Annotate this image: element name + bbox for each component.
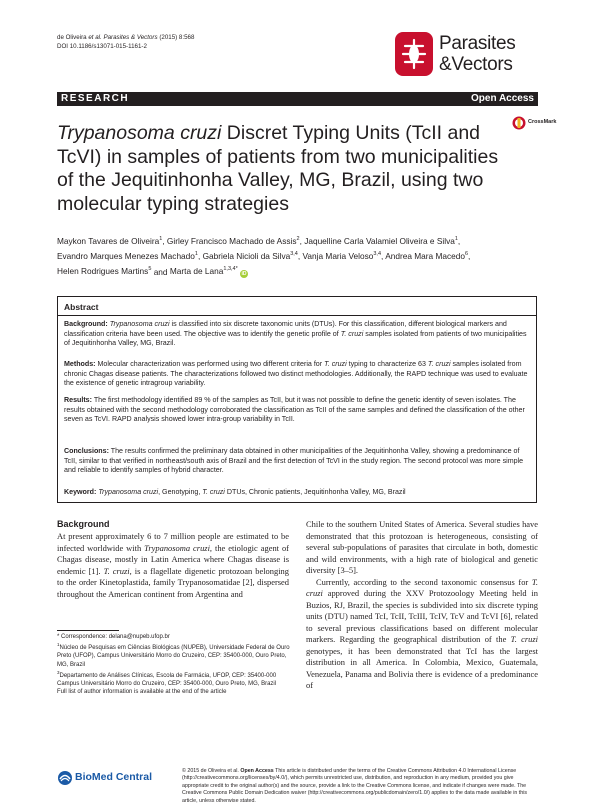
affiliation-note: $^1$Núcleo de Pesquisas em Ciências Biológicas (NUPEB), Universidade Federal de Ouro Preto (UFOP), Campus Universitário Morro do Cruzeiro, CEP: 35400-000, Ouro Preto, MG, Brazil (57, 642, 290, 668)
background-left-column (57, 531, 289, 600)
abstract-background: Background: Trypanosoma cruzi is classified into six discrete taxonomic units (DTUs). For this classification, different biological markers and classification criteria have been used. The objective was to identify the genetic profile of T. cruzi samples isolated from patients of two municipalities of Jequitinhonha Valley, MG, Brazil. (64, 320, 527, 348)
author[interactable]: Jaquelline Carla Valamiel Oliveira e Silva$^1$ (304, 235, 458, 246)
body-paragraph: Chile to the southern United States of America. Several studies have demonstrated that this protozoan is heterogeneous, consisting of several sub-populations of parasites that circulate in both, domestic and wild environments, with a high rate of biological and genetic diversity [3–5]. (306, 519, 538, 575)
article-type-banner (57, 92, 538, 106)
abstract-keywords: Keyword: Trypanosoma cruzi, Genotyping, T. cruzi DTUs, Chronic patients, Jequitinhonha Valley, MG, Brazil (64, 488, 406, 496)
author[interactable]: Maykon Tavares de Oliveira$^1$ (57, 235, 163, 246)
crossmark-badge[interactable] (512, 113, 562, 137)
background-right-column (306, 519, 538, 692)
body-paragraph: At present approximately 6 to 7 million people are estimated to be infected worldwide with Trypanosoma cruzi, the etiologic agent of Chagas disease, mostly in Latin America where Chagas disease is endemic [1]. T. cruzi, is a flagellate digenetic protozoan belonging to the order Kinetoplastida, family Trypanosomatidae [2], dispersed throughout the American continent from Argentina and (57, 531, 289, 599)
abstract-results: Results: The first methodology identified 89 % of the samples as TcII, but it was not possible to define the genetic identity of seven isolates. The results obtained with the second methodology corroborated the classification as TcII of the same samples and defined the classification of the other seven as TcVI. RAPD analysis showed lower intra-group variability in TcII. (64, 396, 525, 424)
footnotes (57, 633, 290, 696)
footnote-divider (57, 630, 119, 631)
crossmark-label: CrossMark (528, 119, 557, 125)
section-label: RESEARCH (61, 93, 130, 104)
background-heading: Background (57, 519, 110, 529)
correspondence-note[interactable]: * Correspondence: delana@nupeb.ufop.br (57, 634, 170, 640)
license-text: © 2015 de Oliveira et al. Open Access This article is distributed under the terms of the Creative Commons Attribution 4.0 International License (http://creativecommons.org/licenses/by/4.0/), which permits unrestricted use, distribution, and reproduction in any medium, provided you give appropriate credit to the original author(s) and the source, provide a link to the Creative Commons license, and indicate if changes were made. The Creative Commons Public Domain Dedication waiver (http://creativecommons.org/publicdomain/zero/1.0/) applies to the data made available in this article, unless otherwise stated. (182, 768, 528, 804)
author[interactable]: Vanja Maria Veloso$^{3,4}$ (302, 251, 382, 262)
journal-logo-icon (393, 30, 437, 80)
article-title: Trypanosoma cruzi Discret Typing Units (TcII and TcVI) in samples of patients from two municipalities of the Jequitinhonha Valley, MG, Brazil, using two molecular typing strategies (57, 122, 499, 215)
author[interactable]: Marta de Lana$^{1,3,4*}$ (169, 266, 238, 277)
abstract-divider (58, 315, 536, 316)
author[interactable]: Andrea Mara Macedo$^6$ (385, 251, 469, 262)
abstract-heading: Abstract (64, 302, 99, 312)
author[interactable]: Girley Francisco Machado de Assis$^2$ (166, 235, 300, 246)
open-access-label: Open Access (471, 93, 534, 104)
citation-line: de Oliveira et al. Parasites & Vectors (2015) 8:568 (57, 34, 195, 41)
author[interactable]: Evandro Marques Menezes Machado$^1$ (57, 251, 198, 262)
journal-logo (393, 30, 543, 82)
affiliation-note: $^3$Departamento de Análises Clínicas, Escola de Farmácia, UFOP, CEP: 35400-000 Campus Universitário Morro do Cruzeiro, CEP: 35400-000, Ouro Preto, MG, Brazil (57, 669, 277, 688)
abstract-conclusions: Conclusions: The results confirmed the preliminary data obtained in other municipalities of the Jequitinhonha Valley, showing a predominance of TcII, similar to that verified in northeast/south axis of Brazil and the first detection of TcVI in the study region. The second protocol was more simple and reliable to identify samples of hybrid character. (64, 447, 524, 475)
author-list: Maykon Tavares de Oliveira$^1$, Girley Francisco Machado de Assis$^2$, Jaquelline Carla Valamiel Oliveira e Silva$^1$, Evandro Marques Menezes Machado$^1$, Gabriela Nicioli da Silva$^{3,4}$, Vanja Maria Veloso$^{3,4}$, Andrea Mara Macedo$^6$, Helen Rodrigues Martins$^5$ and Marta de Lana$^{1,3,4*}$ iD (57, 235, 471, 278)
author[interactable]: Helen Rodrigues Martins$^5$ (57, 266, 152, 277)
author[interactable]: Gabriela Nicioli da Silva$^{3,4}$ (202, 251, 298, 262)
citation-header (57, 33, 194, 51)
authors-and: and (153, 266, 168, 277)
full-author-info-note: Full list of author information is available at the end of the article (57, 689, 227, 696)
body-paragraph: Currently, according to the second taxonomic consensus for T. cruzi approved during the XXV Protozoology Meeting held in Buzios, RJ, Brazil, the species is subdivided into six discrete typing units (DTU) named TcI, TcII, TcIII, TcIV, TcV and TcVI [6], related to several previous classifications based on different molecular markers. Regarding the geographical distribution of the T. cruzi genotypes, it has been demonstrated that TcI has the largest distribution in all America. In Colombia, Mexico, Guatemala, Venezuela, Panama and Bolivia there is evidence of a predominance of (306, 576, 538, 690)
abstract-methods: Methods: Molecular characterization was performed using two different criteria for T. cruzi typing to characterize 63 T. cruzi samples isolated from chronic Chagas disease patients. The characterizations followed two distinct methodologies. Additionally, the RAPD technique was used to evaluate the existence of genetic intragroup variability. (64, 360, 528, 388)
biomed-central-icon (57, 770, 73, 786)
publisher-logo-text: BioMed Central (75, 771, 153, 783)
abstract-box (57, 296, 537, 503)
doi[interactable]: DOI 10.1186/s13071-015-1161-2 (57, 43, 147, 50)
orcid-icon[interactable]: iD (241, 271, 247, 278)
journal-logo-text: Parasites &Vectors (439, 33, 516, 75)
publisher-logo (57, 770, 177, 786)
